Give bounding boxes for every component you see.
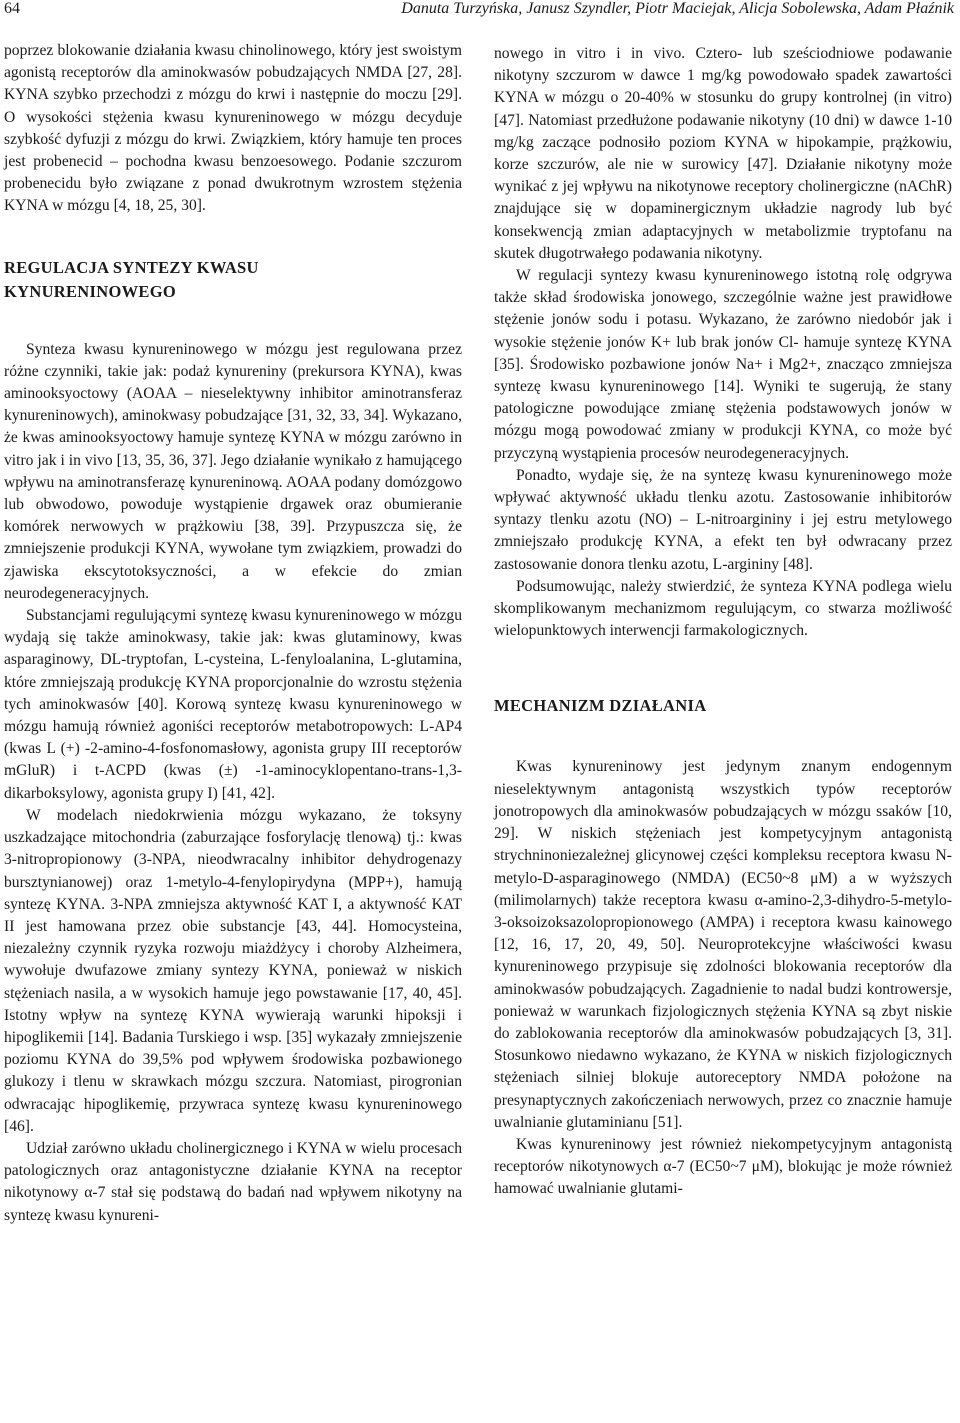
page-header — [0, 0, 960, 28]
running-header-authors: Danuta Turzyńska, Janusz Szyndler, Piotr Maciejak, Alicja Sobolewska, Adam Płaźnik — [401, 0, 954, 17]
paragraph: Udział zarówno układu cholinergicznego i KYNA w wielu procesach patologicznych oraz antagonistyczne działanie KYNA na receptor nikotynowy α-7 stał się podstawą do badań nad wpływem nikotyny na syntezę kwasu kynureni- — [4, 1139, 462, 1224]
paragraph: Substancjami regulującymi syntezę kwasu kynureninowego w mózgu wydają się także aminokwasy, takie jak: kwas glutaminowy, kwas asparaginowy, DL-tryptofan, L-cysteina, L-fenyloalanina, L-glutamina, które zmniejszają produkcję KYNA proporcjonalnie do wzrostu stężenia tych aminokwasów [40]. Korową syntezę kwasu kynureninowego w mózgu hamują również agoniści receptorów metabotropowych: L-AP4 (kwas L (+) -2-amino-4-fosfonomasłowy, agonista grupy III receptorów mGluR) i t-ACPD (kwas (±) -1-aminocyklopentano-trans-1,3-dikarboksylowy, agonista grupy I) [41, 42]. — [4, 607, 462, 802]
paragraph: W regulacji syntezy kwasu kynureninowego istotną rolę odgrywa także skład środowiska jonowego, szczególnie ważne jest prawidłowe stężenie jonów sodu i potasu. Wykazano, że zarówno niedobór jak i wysokie stężenie jonów K+ lub brak jonów Cl- hamuje syntezę KYNA [35]. Środowisko pozbawione jonów Na+ i Mg2+, znacząco zmniejsza syntezę kwasu kynureninowego [14]. Wyniki te sugerują, że stany patologiczne powodujące zmianę stężenia podstawowych jonów w mózgu mogą powodować zmiany w produkcji KYNA, co może być przyczyną wystąpienia procesów neurodegeneracyjnych. — [494, 267, 952, 462]
paragraph: Podsumowując, należy stwierdzić, że synteza KYNA podlega wielu skomplikowanym mechanizmom regulującym, co stwarza możliwość wielopunktowych interwencji farmakologicznych. — [494, 577, 952, 640]
paragraph: Kwas kynureninowy jest również niekompetycyjnym antagonistą receptorów nikotynowych α-7 (EC50~7 μM), blokując je może również hamować uwalnianie glutami- — [494, 1135, 952, 1198]
paragraph: W modelach niedokrwienia mózgu wykazano, że toksyny uszkadzające mitochondria (zaburzające fosforylację tlenową) tj.: kwas 3-nitropropionowy (3-NPA, nieodwracalny inhibitor dehydrogenazy bursztynianowej) oraz 1-metylo-4-fenylopirydyna (MPP+), hamują syntezę KYNA. 3-NPA zmniejsza aktywność KAT I, a aktywność KAT II jest hamowana przez obie substancje [43, 44]. Homocysteina, niezależny czynnik ryzyka rozwoju miażdżycy i choroby Alzheimera, wywołuje dwufazowe zmiany syntezy KYNA, ponieważ w niskich stężeniach nasila, a w wysokich hamuje jego powstawanie [17, 40, 45]. Istotny wpływ na syntezę KYNA wywierają warunki hipoksji i hipoglikemii [14]. Badania Turskiego i wsp. [35] wykazały zmniejszenie poziomu KYNA do 39,5% pod wpływem środowiska pozbawionego glukozy i tlenu w skrawkach mózgu szczura. Natomiast, pirogronian odwracając hipoglikemię, przywraca syntezę kwasu kynureninowego [46]. — [4, 806, 462, 1135]
heading-line: REGULACJA SYNTEZY KWASU — [4, 257, 259, 277]
page-number: 64 — [4, 0, 20, 17]
paragraph: nowego in vitro i in vivo. Cztero- lub sześciodniowe podawanie nikotyny szczurom w dawce 1 mg/kg powodowało spadek zawartości KYNA w mózgu o 20-40% w stosunku do grupy kontrolnej (in vitro) [47]. Natomiast przedłużone podawanie nikotyny (10 dni) w dawce 1-10 mg/kg zaczące podnosiło poziom KYNA w hipokampie, prążkowiu, korze szczurów, ale nie w surowicy [47]. Działanie nikotyny może wynikać z jej wpływu na nikotynowe receptory cholinergiczne (nAChR) znajdujące się w dopaminergicznym układzie nagrody lub być konsekwencją zmian adaptacyjnych w metabolizmie tryptofanu na skutek długotrwałego podawania nikotyny. — [494, 45, 952, 262]
paragraph: poprzez blokowanie działania kwasu chinolinowego, który jest swoistym agonistą receptorów dla aminokwasów pobudzających NMDA [27, 28]. KYNA szybko przechodzi z mózgu do krwi i następnie do moczu [29]. O wysokości stężenia kwasu kynureninowego w mózgu decyduje szybkość dyfuzji z mózgu do krwi. Związkiem, który hamuje ten proces jest probenecid – pochodna kwasu benzoesowego. Podanie szczurom probenecidu było związane z ponad dwukrotnym wzrostem stężenia KYNA w mózgu [4, 18, 25, 30]. — [4, 42, 462, 215]
paragraph: Ponadto, wydaje się, że na syntezę kwasu kynureninowego może wpływać aktywność układu tlenku azotu. Zastosowanie inhibitorów syntazy tlenku azotu (NO) – L-nitroargininy i jej estru metylowego zmniejszało produkcję KYNA, a efekt ten był odwracany przez zastosowanie donora tlenku azotu, L-argininy [48]. — [494, 466, 952, 573]
section-heading-mechanism: MECHANIZM DZIAŁANIA — [494, 696, 707, 716]
heading-line: KYNURENINOWEGO — [4, 281, 176, 301]
left-column — [4, 40, 462, 1227]
paragraph: Synteza kwasu kynureninowego w mózgu jest regulowana przez różne czynniki, takie jak: podaż kynureniny (prekursora KYNA), kwas aminooksyoctowy (AOAA – nieselektywny inhibitor aminotransferaz kynureninowych), aminokwasy pobudzające [31, 32, 33, 34]. Wykazano, że kwas aminooksyoctowy hamuje syntezę KYNA w mózgu zarówno in vitro jak i in vivo [13, 35, 36, 37]. Jego działanie wynikało z hamującego wpływu na aminotransferazę kynureninową. AOAA podany domózgowo lub obwodowo, powoduje wystąpienie drgawek oraz obumieranie komórek nerwowych w prążkowiu [38, 39]. Przypuszcza się, że zmniejszenie produkcji KYNA, wywołane tym związkiem, prowadzi do zjawiska ekscytotoksyczności, a w efekcie do zmian neurodegeneracyjnych. — [4, 340, 462, 602]
section-heading-regulation — [4, 256, 462, 304]
right-column — [494, 43, 952, 1201]
paragraph: Kwas kynureninowy jest jedynym znanym endogennym nieselektywnym antagonistą wszystkich typów receptorów jonotropowych dla aminokwasów pobudzających w mózgu ssaków [10, 29]. W niskich stężeniach jest kompetycyjnym antagonistą strychninoniezależnej glicynowej części kompleksu receptora kwasu N-metylo-D-asparaginowego (NMDA) (EC50~8 μM) a w wyższych (milimolarnych) także receptora kwasu α-amino-2,3-dihydro-5-metylo-3-oksoizoksazolopropionowego (AMPA) i receptora kwasu kainowego [12, 16, 17, 20, 49, 50]. Neuroprotekcyjne właściwości kwasu kynureninowego przypisuje się zdolności blokowania receptorów dla aminokwasów pobudzających. Zagadnienie to nadal budzi kontrowersje, ponieważ w warunkach fizjologicznych stężenia KYNA są zbyt niskie do zablokowania receptorów dla aminokwasów pobudzających [3, 31]. Stosunkowo niedawno wykazano, że KYNA w niskich fizjologicznych stężeniach silniej blokuje autoreceptory NMDA położone na presynaptycznych zakończeniach nerwowych, przez co znacznie hamuje uwalnianie glutaminianu [51]. — [494, 758, 952, 1131]
